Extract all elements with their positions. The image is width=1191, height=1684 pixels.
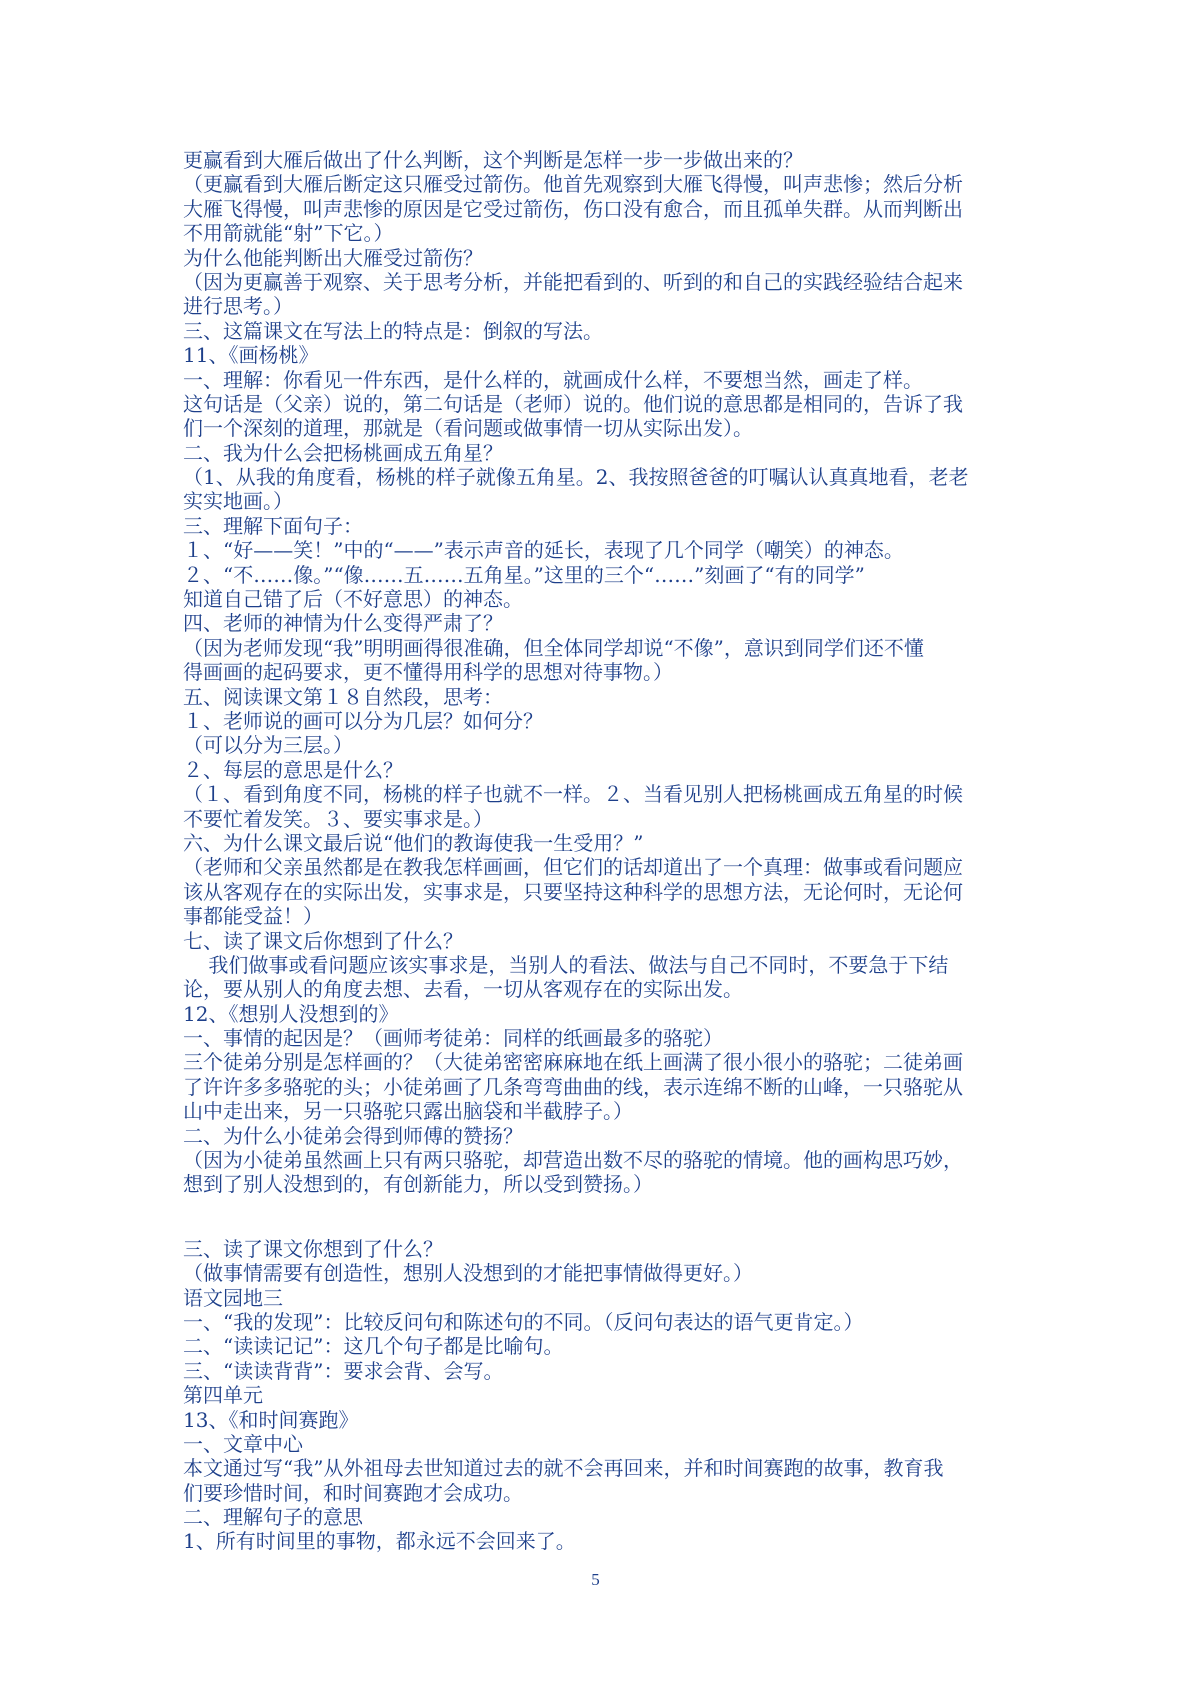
text-line: 12、《想别人没想到的》	[183, 1001, 399, 1026]
text-line: 语文园地三	[183, 1285, 283, 1310]
text-line: 这句话是（父亲）说的，第二句话是（老师）说的。他们说的意思都是相同的，告诉了我	[183, 391, 963, 416]
text-line: 一、理解：你看见一件东西，是什么样的，就画成什么样，不要想当然，画走了样。	[183, 367, 923, 392]
text-line: （可以分为三层。）	[183, 733, 353, 758]
text-line: 了许许多多骆驼的头；小徒弟画了几条弯弯曲曲的线，表示连绵不断的山峰，一只骆驼从	[183, 1074, 963, 1099]
text-line: 不要忙着发笑。３、要实事求是。）	[183, 806, 493, 831]
text-line: 不用箭就能“射”下它。）	[183, 221, 394, 246]
page-number: 5	[591, 1570, 600, 1589]
text-line: 二、理解句子的意思	[183, 1505, 363, 1530]
text-line: 三、“读读背背”：要求会背、会写。	[183, 1358, 504, 1383]
text-line: 进行思考。）	[183, 294, 293, 319]
text-line: 三、这篇课文在写法上的特点是：倒叙的写法。	[183, 318, 603, 343]
text-line: 们要珍惜时间，和时间赛跑才会成功。	[183, 1480, 523, 1505]
text-line: （１、看到角度不同，杨桃的样子也就不一样。２、当看见别人把杨桃画成五角星的时候	[183, 782, 963, 807]
text-line: 更赢看到大雁后做出了什么判断，这个判断是怎样一步一步做出来的？	[183, 148, 803, 172]
text-line: 三、理解下面句子：	[183, 513, 363, 538]
text-line: 一、“我的发现”：比较反问句和陈述句的不同。（反问句表达的语气更肯定。）	[183, 1309, 864, 1334]
text-line: 一、事情的起因是？（画师考徒弟：同样的纸画最多的骆驼）	[183, 1026, 723, 1051]
text-line: 六、为什么课文最后说“他们的教诲使我一生受用？”	[183, 830, 644, 855]
text-line: 们一个深刻的道理，那就是（看问题或做事情一切从实际出发）。	[183, 416, 753, 441]
text-line: 实实地画。）	[183, 489, 293, 514]
text-line: ２、“不……像。”“像……五……五角星。”这里的三个“……”刻画了“有的同学”	[183, 562, 865, 587]
text-line: 七、读了课文后你想到了什么？	[183, 928, 463, 953]
text-line: 11、《画杨桃》	[183, 343, 319, 368]
text-line: （因为更赢善于观察、关于思考分析，并能把看到的、听到的和自己的实践经验结合起来	[183, 269, 963, 294]
text-line: 五、阅读课文第１８自然段，思考：	[183, 684, 503, 709]
text-line: 二、“读读记记”：这几个句子都是比喻句。	[183, 1334, 564, 1359]
text-line: １、老师说的画可以分为几层？如何分？	[183, 708, 543, 733]
text-line: 我们做事或看问题应该实事求是，当别人的看法、做法与自己不同时，不要急于下结	[183, 952, 949, 977]
text-line: （因为老师发现“我”明明画得很准确，但全体同学却说“不像”，意识到同学们还不懂	[183, 635, 924, 660]
text-line: （老师和父亲虽然都是在教我怎样画画，但它们的话却道出了一个真理：做事或看问题应	[183, 855, 963, 880]
text-line: 四、老师的神情为什么变得严肃了？	[183, 611, 503, 636]
text-line: （更赢看到大雁后断定这只雁受过箭伤。他首先观察到大雁飞得慢，叫声悲惨；然后分析	[183, 172, 963, 197]
text-line: 三个徒弟分别是怎样画的？（大徒弟密密麻麻地在纸上画满了很小很小的骆驼；二徒弟画	[183, 1050, 963, 1075]
text-line: （因为小徒弟虽然画上只有两只骆驼，却营造出数不尽的骆驼的情境。他的画构思巧妙，	[183, 1148, 963, 1173]
text-line: 第四单元	[183, 1383, 263, 1408]
text-line: 三、读了课文你想到了什么？	[183, 1236, 443, 1261]
text-line: 1、所有时间里的事物，都永远不会回来了。	[183, 1529, 576, 1554]
text-line: 13、《和时间赛跑》	[183, 1407, 359, 1432]
document-body	[183, 148, 1023, 1554]
text-line: 为什么他能判断出大雁受过箭伤？	[183, 245, 483, 270]
text-line: １、“好——笑！”中的“——”表示声音的延长，表现了几个同学（嘲笑）的神态。	[183, 538, 904, 563]
text-line: 该从客观存在的实际出发，实事求是，只要坚持这种科学的思想方法，无论何时，无论何	[183, 879, 963, 904]
text-line: 一、文章中心	[183, 1431, 303, 1456]
text-line: 二、我为什么会把杨桃画成五角星？	[183, 440, 503, 465]
text-line: ２、每层的意思是什么？	[183, 757, 403, 782]
text-line: 知道自己错了后（不好意思）的神态。	[183, 587, 523, 612]
text-line: 山中走出来，另一只骆驼只露出脑袋和半截脖子。）	[183, 1099, 633, 1124]
text-line: 想到了别人没想到的，有创新能力，所以受到赞扬。）	[183, 1172, 653, 1197]
text-line: （1、从我的角度看，杨桃的样子就像五角星。2、我按照爸爸的叮嘱认认真真地看，老老	[183, 465, 969, 490]
text-line: 二、为什么小徒弟会得到师傅的赞扬？	[183, 1123, 523, 1148]
text-line: （做事情需要有创造性，想别人没想到的才能把事情做得更好。）	[183, 1261, 753, 1286]
text-line: 论，要从别人的角度去想、去看，一切从客观存在的实际出发。	[183, 977, 743, 1002]
text-line: 得画画的起码要求，更不懂得用科学的思想对待事物。）	[183, 660, 673, 685]
text-line: 大雁飞得慢，叫声悲惨的原因是它受过箭伤，伤口没有愈合，而且孤单失群。从而判断出	[183, 196, 963, 221]
text-line	[183, 1197, 1023, 1237]
text-line: 事都能受益！）	[183, 904, 323, 929]
text-line: 本文通过写“我”从外祖母去世知道过去的就不会再回来，并和时间赛跑的故事，教育我	[183, 1456, 944, 1481]
